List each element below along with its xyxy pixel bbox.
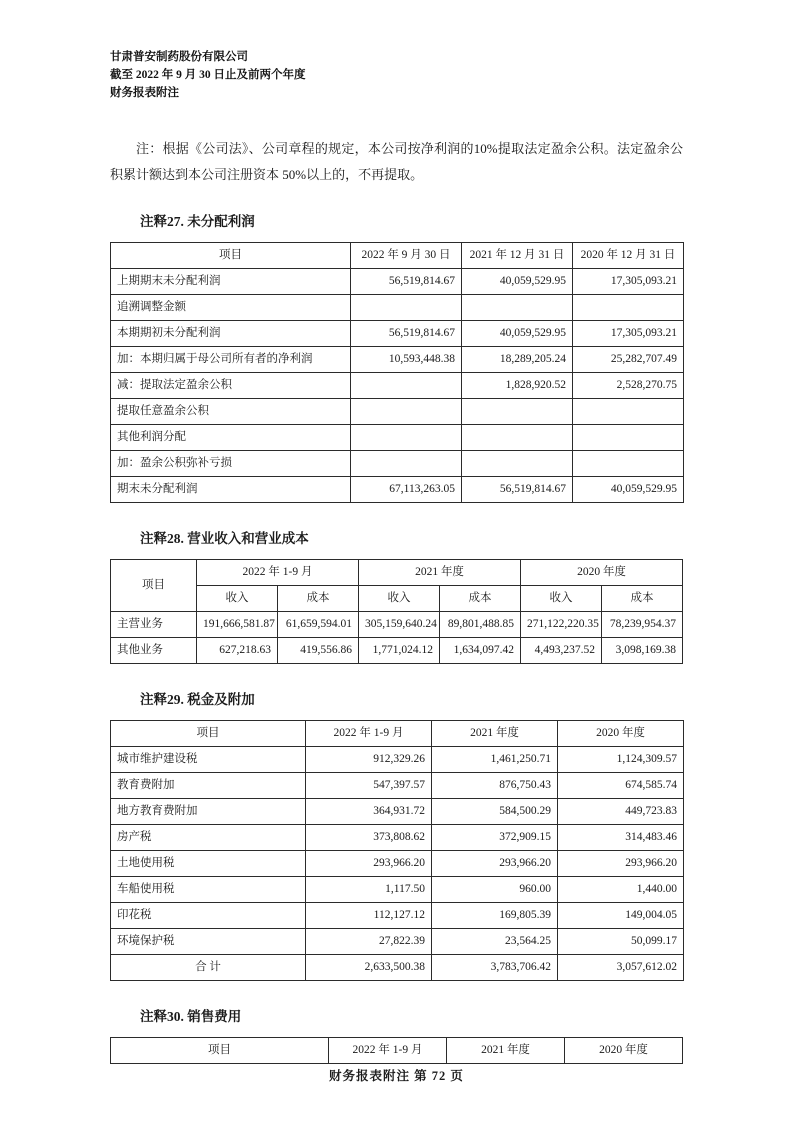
col-header-2021: 2021 年 12 月 31 日 bbox=[462, 243, 573, 269]
row-value: 3,057,612.02 bbox=[558, 955, 684, 981]
table-row bbox=[111, 903, 684, 929]
row-label: 追溯调整金额 bbox=[111, 295, 351, 321]
row-value: 78,239,954.37 bbox=[602, 612, 683, 638]
row-value: 293,966.20 bbox=[432, 851, 558, 877]
table-row bbox=[111, 773, 684, 799]
col-header-item: 项目 bbox=[111, 1038, 329, 1064]
table-revenue-cost bbox=[110, 559, 683, 664]
row-value: 40,059,529.95 bbox=[573, 477, 684, 503]
row-label: 地方教育费附加 bbox=[111, 799, 306, 825]
header-company-name: 甘肃普安制药股份有限公司 bbox=[110, 51, 248, 63]
col-header-2020: 2020 年 12 月 31 日 bbox=[573, 243, 684, 269]
col-header-item: 项目 bbox=[111, 560, 197, 612]
row-label: 主营业务 bbox=[111, 612, 197, 638]
row-value bbox=[351, 425, 462, 451]
row-value: 364,931.72 bbox=[306, 799, 432, 825]
table-header-row bbox=[111, 1038, 683, 1064]
table-row bbox=[111, 399, 684, 425]
table-row bbox=[111, 295, 684, 321]
table-row bbox=[111, 425, 684, 451]
row-value: 89,801,488.85 bbox=[440, 612, 521, 638]
col-header-2020: 2020 年度 bbox=[565, 1038, 683, 1064]
section-title-note27: 注释27. 未分配利润 bbox=[140, 214, 255, 229]
row-value: 18,289,205.24 bbox=[462, 347, 573, 373]
row-value bbox=[351, 399, 462, 425]
col-header-2020: 2020 年度 bbox=[558, 721, 684, 747]
row-value: 3,098,169.38 bbox=[602, 638, 683, 664]
row-label: 印花税 bbox=[111, 903, 306, 929]
row-value: 1,771,024.12 bbox=[359, 638, 440, 664]
row-value: 960.00 bbox=[432, 877, 558, 903]
table-row bbox=[111, 347, 684, 373]
row-value: 27,822.39 bbox=[306, 929, 432, 955]
row-value: 449,723.83 bbox=[558, 799, 684, 825]
table-row bbox=[111, 321, 684, 347]
row-value: 547,397.57 bbox=[306, 773, 432, 799]
row-label: 上期期末未分配利润 bbox=[111, 269, 351, 295]
col-header-2022: 2022 年 9 月 30 日 bbox=[351, 243, 462, 269]
row-label: 加：盈余公积弥补亏损 bbox=[111, 451, 351, 477]
row-value bbox=[351, 373, 462, 399]
row-value: 50,099.17 bbox=[558, 929, 684, 955]
table-row bbox=[111, 799, 684, 825]
col-header-2021: 2021 年度 bbox=[432, 721, 558, 747]
table-row bbox=[111, 929, 684, 955]
row-label: 加：本期归属于母公司所有者的净利润 bbox=[111, 347, 351, 373]
row-value: 4,493,237.52 bbox=[521, 638, 602, 664]
row-value: 40,059,529.95 bbox=[462, 321, 573, 347]
table-row bbox=[111, 638, 683, 664]
table-row bbox=[111, 877, 684, 903]
row-value: 112,127.12 bbox=[306, 903, 432, 929]
note-paragraph: 注：根据《公司法》、公司章程的规定，本公司按净利润的10%提取法定盈余公积。法定盈余公积累计额达到本公司注册资本 50%以上的，不再提取。 bbox=[110, 141, 683, 182]
row-value: 23,564.25 bbox=[432, 929, 558, 955]
table-selling-expenses bbox=[110, 1037, 683, 1064]
section-title-note30: 注释30. 销售费用 bbox=[140, 1009, 242, 1024]
table-row bbox=[111, 825, 684, 851]
row-value: 293,966.20 bbox=[558, 851, 684, 877]
row-value bbox=[573, 399, 684, 425]
row-value: 373,808.62 bbox=[306, 825, 432, 851]
row-label: 环境保护税 bbox=[111, 929, 306, 955]
row-value: 1,634,097.42 bbox=[440, 638, 521, 664]
row-value: 1,440.00 bbox=[558, 877, 684, 903]
document-header bbox=[110, 48, 683, 102]
header-doc-title: 财务报表附注 bbox=[110, 87, 179, 99]
table-row bbox=[111, 612, 683, 638]
row-value: 191,666,581.87 bbox=[197, 612, 278, 638]
row-value bbox=[462, 399, 573, 425]
table-header-row bbox=[111, 243, 684, 269]
row-value: 305,159,640.24 bbox=[359, 612, 440, 638]
row-value: 674,585.74 bbox=[558, 773, 684, 799]
header-period: 截至 2022 年 9 月 30 日止及前两个年度 bbox=[110, 69, 306, 81]
row-value bbox=[573, 295, 684, 321]
row-value: 56,519,814.67 bbox=[351, 269, 462, 295]
col-group-header-2021: 2021 年度 bbox=[359, 560, 521, 586]
row-value: 149,004.05 bbox=[558, 903, 684, 929]
row-label: 本期期初未分配利润 bbox=[111, 321, 351, 347]
table-row bbox=[111, 451, 684, 477]
table-undistributed-profit bbox=[110, 242, 684, 503]
table-row bbox=[111, 747, 684, 773]
row-value: 584,500.29 bbox=[432, 799, 558, 825]
col-header-2021: 2021 年度 bbox=[447, 1038, 565, 1064]
row-value bbox=[462, 425, 573, 451]
row-label: 车船使用税 bbox=[111, 877, 306, 903]
row-value: 419,556.86 bbox=[278, 638, 359, 664]
row-value: 314,483.46 bbox=[558, 825, 684, 851]
row-value: 2,633,500.38 bbox=[306, 955, 432, 981]
table-header-row-group bbox=[111, 560, 683, 586]
table-header-row-sub bbox=[111, 586, 683, 612]
row-value bbox=[351, 295, 462, 321]
row-label: 教育费附加 bbox=[111, 773, 306, 799]
row-value: 1,828,920.52 bbox=[462, 373, 573, 399]
section-title-note28: 注释28. 营业收入和营业成本 bbox=[140, 531, 309, 546]
row-label: 城市维护建设税 bbox=[111, 747, 306, 773]
col-header-item: 项目 bbox=[111, 243, 351, 269]
table-row bbox=[111, 477, 684, 503]
row-label: 减：提取法定盈余公积 bbox=[111, 373, 351, 399]
section-title-note29: 注释29. 税金及附加 bbox=[140, 692, 255, 707]
row-value: 3,783,706.42 bbox=[432, 955, 558, 981]
row-label-total: 合 计 bbox=[111, 955, 306, 981]
row-value: 40,059,529.95 bbox=[462, 269, 573, 295]
row-value: 293,966.20 bbox=[306, 851, 432, 877]
col-group-header-2022: 2022 年 1-9 月 bbox=[197, 560, 359, 586]
row-value: 876,750.43 bbox=[432, 773, 558, 799]
row-label: 期末未分配利润 bbox=[111, 477, 351, 503]
row-value: 1,117.50 bbox=[306, 877, 432, 903]
col-header-cost: 成本 bbox=[278, 586, 359, 612]
table-row-total bbox=[111, 955, 684, 981]
row-value: 56,519,814.67 bbox=[462, 477, 573, 503]
row-value: 169,805.39 bbox=[432, 903, 558, 929]
row-value: 67,113,263.05 bbox=[351, 477, 462, 503]
row-value: 10,593,448.38 bbox=[351, 347, 462, 373]
row-value: 1,461,250.71 bbox=[432, 747, 558, 773]
row-value bbox=[573, 425, 684, 451]
table-header-row bbox=[111, 721, 684, 747]
row-label: 其他业务 bbox=[111, 638, 197, 664]
row-label: 土地使用税 bbox=[111, 851, 306, 877]
row-value: 372,909.15 bbox=[432, 825, 558, 851]
page-footer: 财务报表附注 第 72 页 bbox=[329, 1069, 464, 1083]
row-value: 56,519,814.67 bbox=[351, 321, 462, 347]
col-header-revenue: 收入 bbox=[197, 586, 278, 612]
row-label: 其他利润分配 bbox=[111, 425, 351, 451]
col-group-header-2020: 2020 年度 bbox=[521, 560, 683, 586]
col-header-2022: 2022 年 1-9 月 bbox=[306, 721, 432, 747]
row-value bbox=[351, 451, 462, 477]
row-value: 2,528,270.75 bbox=[573, 373, 684, 399]
col-header-2022: 2022 年 1-9 月 bbox=[329, 1038, 447, 1064]
row-value bbox=[462, 451, 573, 477]
row-label: 提取任意盈余公积 bbox=[111, 399, 351, 425]
col-header-revenue: 收入 bbox=[521, 586, 602, 612]
table-taxes-surcharges bbox=[110, 720, 684, 981]
row-value: 271,122,220.35 bbox=[521, 612, 602, 638]
table-row bbox=[111, 373, 684, 399]
row-value bbox=[462, 295, 573, 321]
row-value: 1,124,309.57 bbox=[558, 747, 684, 773]
table-row bbox=[111, 851, 684, 877]
col-header-cost: 成本 bbox=[440, 586, 521, 612]
col-header-revenue: 收入 bbox=[359, 586, 440, 612]
row-value: 912,329.26 bbox=[306, 747, 432, 773]
col-header-item: 项目 bbox=[111, 721, 306, 747]
row-value: 61,659,594.01 bbox=[278, 612, 359, 638]
row-value: 17,305,093.21 bbox=[573, 321, 684, 347]
row-label: 房产税 bbox=[111, 825, 306, 851]
row-value: 17,305,093.21 bbox=[573, 269, 684, 295]
row-value: 627,218.63 bbox=[197, 638, 278, 664]
table-row bbox=[111, 269, 684, 295]
row-value bbox=[573, 451, 684, 477]
row-value: 25,282,707.49 bbox=[573, 347, 684, 373]
col-header-cost: 成本 bbox=[602, 586, 683, 612]
